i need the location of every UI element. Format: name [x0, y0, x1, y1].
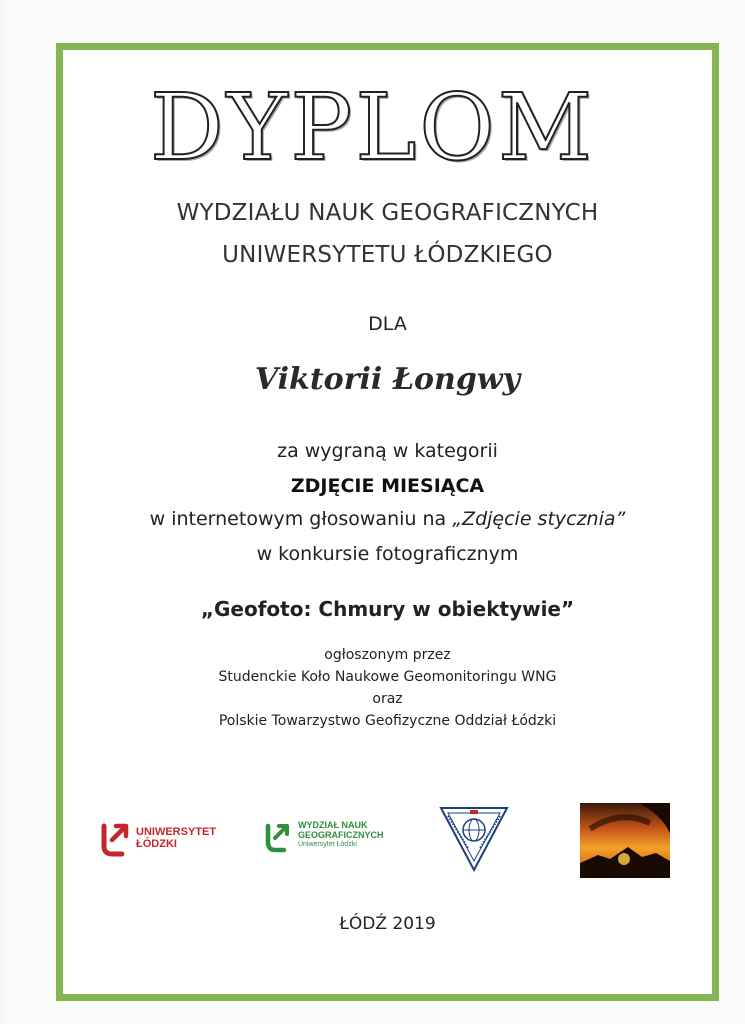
award-line: za wygraną w kategorii [277, 440, 498, 462]
recipient-name: Viktorii Łongwy [254, 362, 521, 397]
vote-title: „Zdjęcie stycznia” [452, 508, 626, 530]
wng-arrow-icon [264, 820, 292, 854]
organizer-and: oraz [372, 691, 403, 707]
award-category: ZDJĘCIE MIESIĄCA [290, 475, 485, 497]
ptg-emblem-icon [438, 804, 510, 874]
contest-line: w konkursie fotograficznym [256, 543, 519, 565]
ul-logo [100, 816, 230, 862]
vote-line [56, 508, 719, 530]
wng-logo-line-3: Uniwersytet Łódzki [298, 841, 357, 848]
ul-arrow-icon [100, 818, 132, 858]
organizer-1: Studenckie Koło Naukowe Geomonitoringu WNG [218, 669, 557, 685]
organizer-2: Polskie Towarzystwo Geofizyczne Oddział Łódzki [218, 713, 557, 729]
faculty-line-1: WYDZIAŁU NAUK GEOGRAFICZNYCH [176, 200, 599, 226]
announced-by: ogłoszonym przez [324, 647, 451, 663]
wng-logo-line-2: GEOGRAFICZNYCH [298, 830, 384, 840]
diploma-title: DYPLOM [149, 74, 596, 181]
footer-place-year: ŁÓDŹ 2019 [339, 914, 436, 934]
for-label: DLA [368, 313, 407, 335]
wng-logo-line-1: WYDZIAŁ NAUK [298, 820, 368, 830]
ul-logo-line-1: UNIWERSYTET [136, 826, 217, 838]
vote-prefix: w internetowym głosowaniu na [149, 508, 453, 530]
faculty-line-2: UNIWERSYTETU ŁÓDZKIEGO [222, 242, 553, 268]
geomonitoring-club-logo-icon [580, 803, 670, 878]
wng-logo [264, 818, 394, 858]
ul-logo-line-2: ŁÓDZKI [136, 838, 177, 850]
contest-name: „Geofoto: Chmury w obiektywie” [200, 597, 575, 621]
